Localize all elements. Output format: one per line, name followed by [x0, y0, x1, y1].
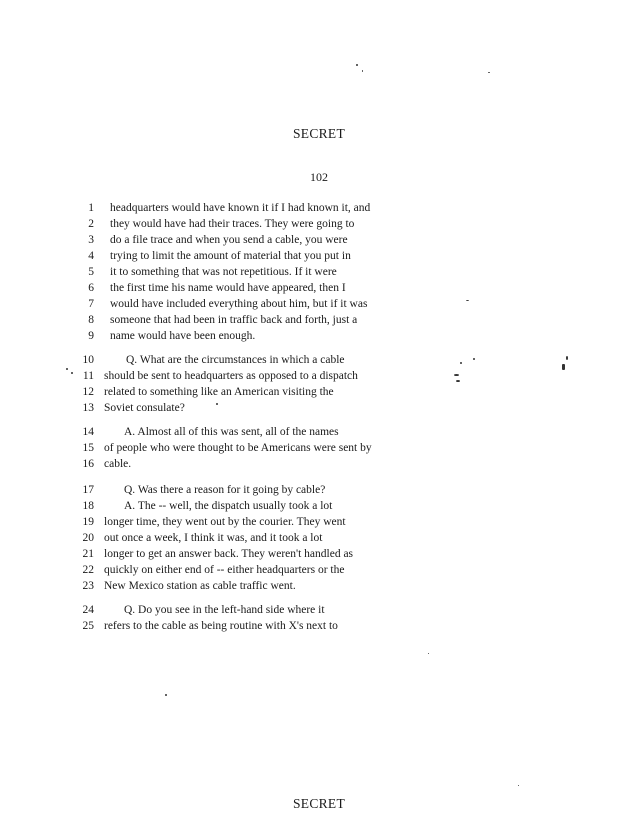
line-number: 19 — [82, 516, 94, 528]
scan-speck — [71, 372, 73, 374]
transcript-line — [0, 618, 638, 634]
transcript-line — [0, 514, 638, 530]
scan-speck — [66, 368, 68, 370]
line-number: 23 — [82, 580, 94, 592]
transcript-line — [0, 456, 638, 472]
line-text: longer to get an answer back. They weren't handled as — [104, 548, 354, 560]
line-number: 18 — [82, 500, 94, 512]
line-number: 24 — [82, 604, 94, 616]
line-text: Q. What are the circumstances in which a cable — [126, 354, 345, 366]
line-text: they would have had their traces. They were going to — [110, 218, 355, 230]
line-text: name would have been enough. — [110, 330, 256, 342]
line-number: 25 — [82, 620, 94, 632]
line-text: should be sent to headquarters as opposed to a dispatch — [104, 370, 358, 382]
classification-header: SECRET — [292, 126, 346, 141]
transcript-line — [0, 328, 638, 344]
page-number: 102 — [310, 170, 328, 184]
line-number: 8 — [88, 314, 94, 326]
line-number: 9 — [88, 330, 94, 342]
scan-speck — [562, 364, 565, 370]
classification-footer: SECRET — [292, 796, 346, 811]
line-number: 5 — [88, 266, 94, 278]
line-text: the first time his name would have appeared, then I — [110, 282, 346, 294]
line-text: headquarters would have known it if I had known it, and — [110, 202, 371, 214]
scan-speck — [518, 785, 519, 786]
transcript-line — [0, 482, 638, 498]
transcript-line — [0, 562, 638, 578]
scan-speck — [566, 356, 568, 360]
transcript-line — [0, 400, 638, 416]
transcript-line — [0, 424, 638, 440]
line-number: 15 — [82, 442, 94, 454]
line-number: 10 — [82, 354, 94, 366]
transcript-line — [0, 578, 638, 594]
scan-speck — [488, 72, 490, 73]
line-text: Soviet consulate? — [104, 402, 185, 414]
scan-speck — [362, 70, 363, 72]
line-text: A. The -- well, the dispatch usually took a lot — [124, 500, 333, 512]
line-number: 4 — [88, 250, 94, 262]
scan-speck — [454, 374, 459, 376]
line-text: longer time, they went out by the courier. They went — [104, 516, 346, 528]
scan-speck — [456, 380, 460, 382]
transcript-line — [0, 384, 638, 400]
scan-speck — [473, 358, 475, 360]
line-number: 16 — [82, 458, 94, 470]
transcript-line — [0, 248, 638, 264]
line-text: of people who were thought to be Americans were sent by — [104, 442, 372, 454]
transcript-line — [0, 216, 638, 232]
line-text: out once a week, I think it was, and it took a lot — [104, 532, 323, 544]
transcript-line — [0, 440, 638, 456]
line-number: 2 — [88, 218, 94, 230]
line-number: 17 — [82, 484, 94, 496]
scan-speck — [428, 653, 429, 654]
line-number: 22 — [82, 564, 94, 576]
line-text: Q. Do you see in the left-hand side where it — [124, 604, 325, 616]
scan-speck — [466, 300, 469, 301]
line-text: refers to the cable as being routine with X's next to — [104, 620, 338, 632]
transcript-line — [0, 264, 638, 280]
line-text: A. Almost all of this was sent, all of the names — [124, 426, 339, 438]
line-text: trying to limit the amount of material that you put in — [110, 250, 351, 262]
line-text: related to something like an American visiting the — [104, 386, 334, 398]
transcript-line — [0, 368, 638, 384]
line-text: would have included everything about him, but if it was — [110, 298, 368, 310]
transcript-line — [0, 530, 638, 546]
transcript-line — [0, 296, 638, 312]
scan-speck — [356, 64, 358, 66]
transcript-line — [0, 602, 638, 618]
transcript-line — [0, 546, 638, 562]
transcript-line — [0, 200, 638, 216]
transcript-line — [0, 352, 638, 368]
line-text: do a file trace and when you send a cable, you were — [110, 234, 348, 246]
line-text: quickly on either end of -- either headquarters or the — [104, 564, 345, 576]
line-text: someone that had been in traffic back and forth, just a — [110, 314, 358, 326]
scan-speck — [460, 362, 462, 364]
line-text: New Mexico station as cable traffic went. — [104, 580, 296, 592]
transcript-line — [0, 232, 638, 248]
scan-speck — [216, 403, 218, 405]
scan-speck — [165, 694, 167, 696]
line-number: 11 — [82, 370, 94, 382]
line-text: it to something that was not repetitious. If it were — [110, 266, 337, 278]
line-number: 7 — [88, 298, 94, 310]
line-text: Q. Was there a reason for it going by cable? — [124, 484, 326, 496]
line-number: 12 — [82, 386, 94, 398]
line-number: 6 — [88, 282, 94, 294]
line-number: 14 — [82, 426, 94, 438]
transcript-line — [0, 312, 638, 328]
line-number: 13 — [82, 402, 94, 414]
line-number: 21 — [82, 548, 94, 560]
transcript-line — [0, 498, 638, 514]
line-number: 3 — [88, 234, 94, 246]
line-number: 20 — [82, 532, 94, 544]
line-number: 1 — [88, 202, 94, 214]
transcript-line — [0, 280, 638, 296]
line-text: cable. — [104, 458, 132, 470]
